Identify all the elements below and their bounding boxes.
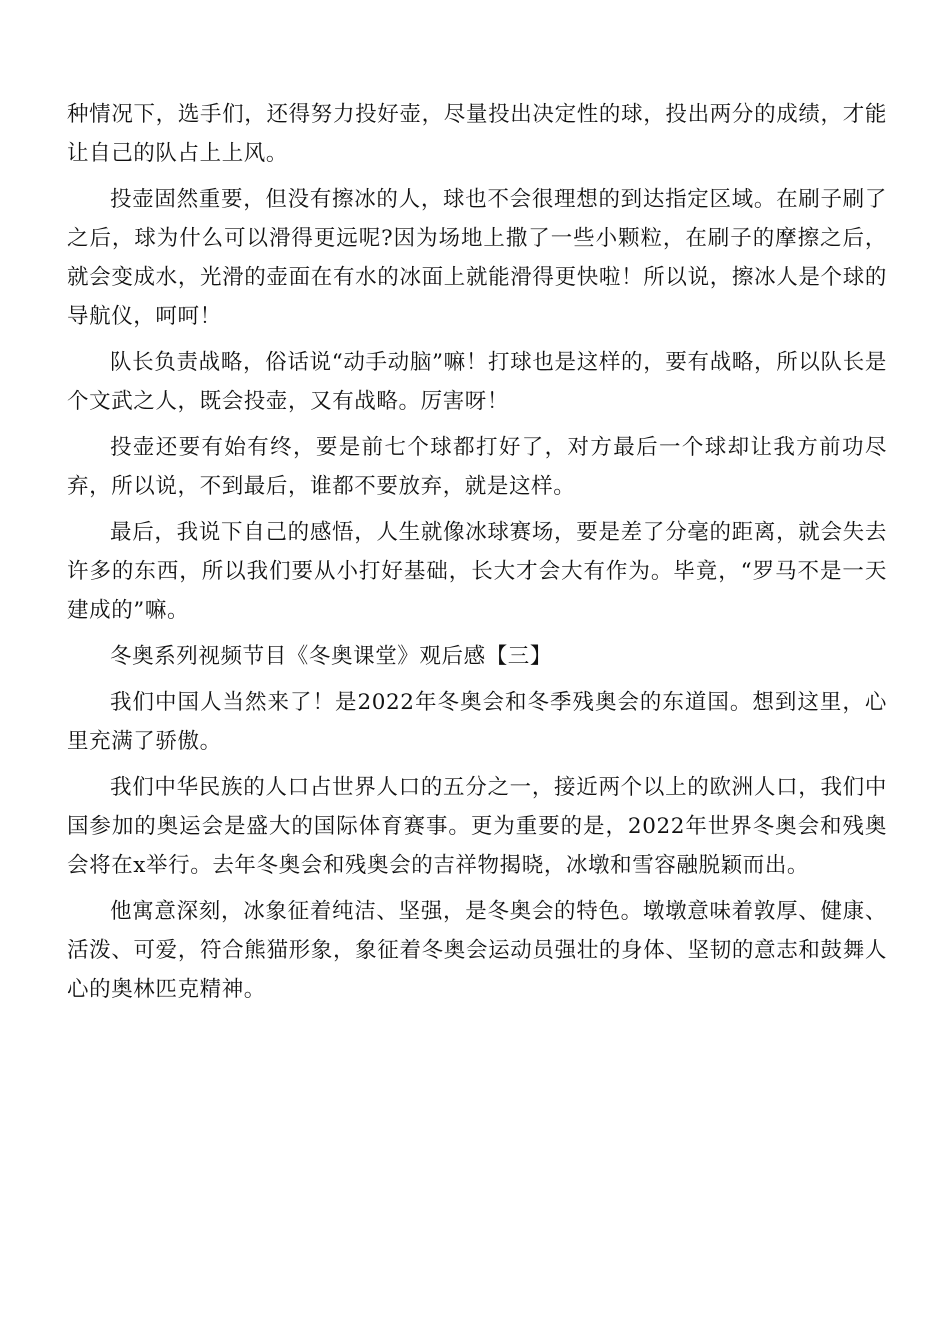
paragraph-captain: 队长负责战略，俗话说“动手动脑”嘛！打球也是这样的，要有战略，所以队长是个文武之人，既会投壶，又有战略。厉害呀！ [67, 350, 887, 414]
paragraph-continuation: 种情况下，选手们，还得努力投好壶，尽量投出决定性的球，投出两分的成绩，才能让自己的队占上上风。 [67, 102, 887, 166]
paragraph-host-country: 我们中国人当然来了！是2022年冬奥会和冬季残奥会的东道国。想到这里，心里充满了骄傲。 [67, 690, 887, 754]
paragraph-perseverance: 投壶还要有始有终，要是前七个球都打好了，对方最后一个球却让我方前功尽弃，所以说，不到最后，谁都不要放弃，就是这样。 [67, 435, 887, 499]
paragraph-sweeping: 投壶固然重要，但没有擦冰的人，球也不会很理想的到达指定区域。在刷子刷了之后，球为什么可以滑得更远呢?因为场地上撒了一些小颗粒，在刷子的摩擦之后，就会变成水，光滑的壶面在有水的冰面上就能滑得更快啦！所以说，擦冰人是个球的导航仪，呵呵！ [67, 187, 887, 329]
paragraph-mascot-meaning: 他寓意深刻，冰象征着纯洁、坚强，是冬奥会的特色。墩墩意味着敦厚、健康、活泼、可爱，符合熊猫形象，象征着冬奥会运动员强壮的身体、坚韧的意志和鼓舞人心的奥林匹克精神。 [67, 899, 887, 1002]
section-heading: 冬奥系列视频节目《冬奥课堂》观后感【三】 [110, 644, 553, 669]
paragraph-reflection: 最后，我说下自己的感悟，人生就像冰球赛场，要是差了分毫的距离，就会失去许多的东西，所以我们要从小打好基础，长大才会大有作为。毕竟，“罗马不是一天建成的”嘛。 [67, 520, 887, 623]
paragraph-population: 我们中华民族的人口占世界人口的五分之一，接近两个以上的欧洲人口，我们中国参加的奥运会是盛大的国际体育赛事。更为重要的是，2022年世界冬奥会和残奥会将在x举行。去年冬奥会和残奥会的吉祥物揭晓，冰墩和雪容融脱颖而出。 [67, 775, 887, 878]
document-body [67, 95, 887, 1009]
